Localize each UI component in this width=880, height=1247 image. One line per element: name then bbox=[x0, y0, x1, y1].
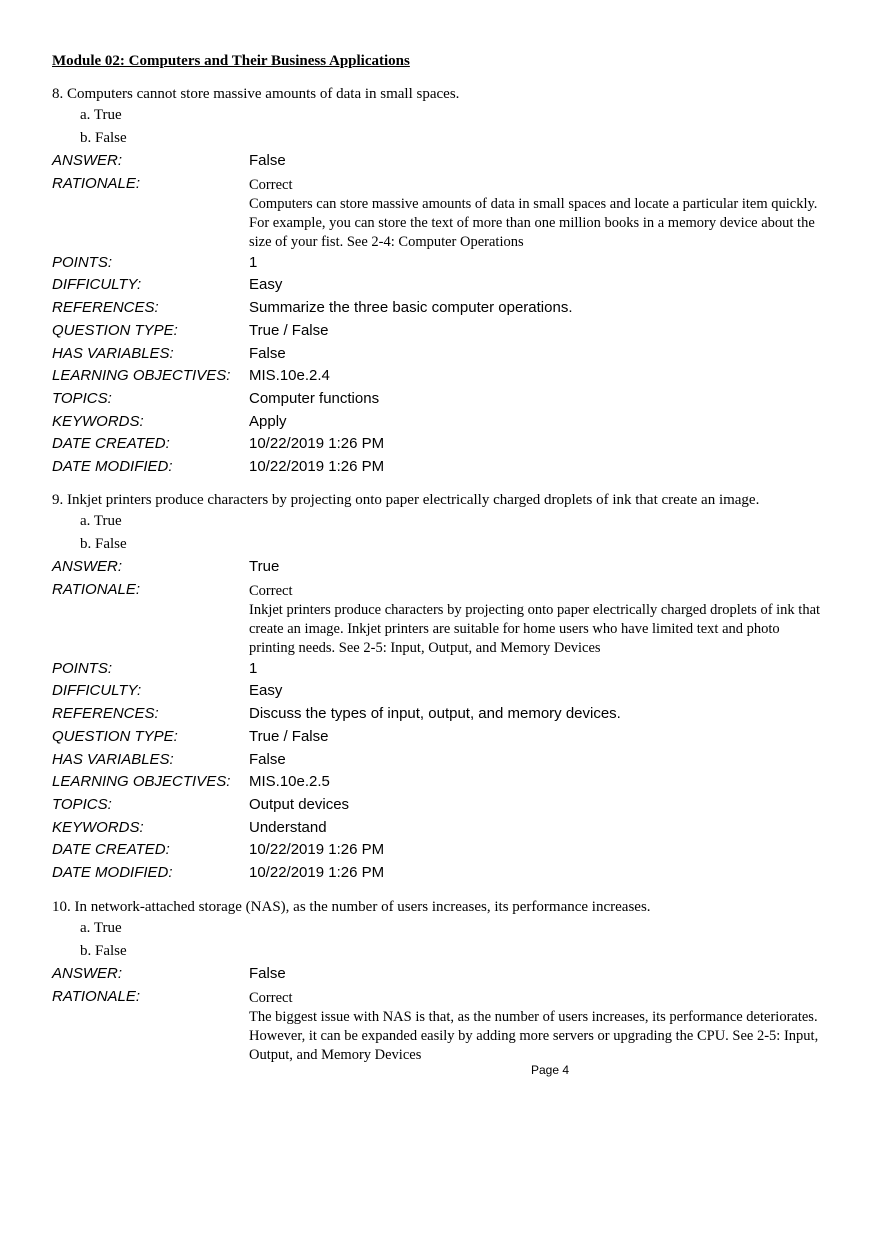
references-row bbox=[52, 703, 832, 726]
option-b: b. False bbox=[80, 943, 127, 959]
date-modified-value: 10/22/2019 1:26 PM bbox=[249, 458, 385, 476]
option-a: a. True bbox=[80, 107, 122, 123]
question-type-label: QUESTION TYPE: bbox=[52, 727, 178, 745]
points-row bbox=[52, 252, 832, 275]
difficulty-row bbox=[52, 680, 832, 703]
references-row bbox=[52, 297, 832, 320]
date-modified-row bbox=[52, 456, 832, 479]
rationale-body: Computers can store massive amounts of data in small spaces and locate a particular item quickly. For example, you can store the text of more than one million books in a memory device about the size of your fist. See 2-4: Computer Operations bbox=[249, 195, 818, 250]
option-a: a. True bbox=[80, 920, 122, 936]
answer-row bbox=[52, 556, 832, 579]
question-type-row bbox=[52, 320, 832, 343]
answer-value: False bbox=[249, 152, 286, 169]
answer-row bbox=[52, 150, 832, 173]
option-a: a. True bbox=[80, 513, 122, 529]
difficulty-value: Easy bbox=[249, 682, 283, 700]
learning-objectives-label: LEARNING OBJECTIVES: bbox=[52, 773, 231, 791]
points-value: 1 bbox=[249, 659, 258, 677]
answer-label: ANSWER: bbox=[52, 152, 123, 169]
date-created-label: DATE CREATED: bbox=[52, 435, 170, 453]
question-stem: 8. Computers cannot store massive amounts of data in small spaces. bbox=[52, 86, 460, 102]
has-variables-row bbox=[52, 749, 832, 772]
rationale-head: Correct bbox=[249, 582, 293, 599]
topics-value: Output devices bbox=[249, 795, 350, 813]
question-10 bbox=[52, 898, 832, 1065]
has-variables-value: False bbox=[249, 344, 286, 362]
references-label: REFERENCES: bbox=[52, 705, 159, 723]
rationale-row bbox=[52, 986, 832, 1065]
keywords-row bbox=[52, 817, 832, 840]
keywords-label: KEYWORDS: bbox=[52, 412, 144, 430]
answer-label: ANSWER: bbox=[52, 558, 123, 575]
option-b: b. False bbox=[80, 130, 127, 146]
difficulty-value: Easy bbox=[249, 276, 283, 294]
question-type-value: True / False bbox=[249, 321, 329, 339]
date-created-row bbox=[52, 433, 832, 456]
has-variables-label: HAS VARIABLES: bbox=[52, 750, 174, 768]
question-type-value: True / False bbox=[249, 727, 329, 745]
rationale-value bbox=[249, 173, 824, 252]
topics-label: TOPICS: bbox=[52, 795, 112, 813]
date-modified-label: DATE MODIFIED: bbox=[52, 458, 173, 476]
difficulty-row bbox=[52, 274, 832, 297]
date-created-value: 10/22/2019 1:26 PM bbox=[249, 841, 385, 859]
date-created-value: 10/22/2019 1:26 PM bbox=[249, 435, 385, 453]
references-value: Summarize the three basic computer operations. bbox=[249, 299, 573, 317]
learning-objectives-row bbox=[52, 365, 832, 388]
date-modified-label: DATE MODIFIED: bbox=[52, 864, 173, 882]
answer-value: True bbox=[249, 558, 280, 575]
rationale-value bbox=[249, 986, 824, 1065]
has-variables-row bbox=[52, 343, 832, 366]
option-b: b. False bbox=[80, 536, 127, 552]
points-value: 1 bbox=[249, 253, 258, 271]
page-number: Page 4 bbox=[530, 1063, 570, 1077]
question-type-row bbox=[52, 726, 832, 749]
rationale-row bbox=[52, 173, 832, 252]
points-label: POINTS: bbox=[52, 253, 113, 271]
topics-label: TOPICS: bbox=[52, 389, 112, 407]
difficulty-label: DIFFICULTY: bbox=[52, 682, 142, 700]
has-variables-value: False bbox=[249, 750, 286, 768]
answer-label: ANSWER: bbox=[52, 965, 123, 982]
question-stem: 9. Inkjet printers produce characters by projecting onto paper electrically charged droplets of ink that create an image. bbox=[52, 492, 760, 508]
keywords-row bbox=[52, 411, 832, 434]
question-8 bbox=[52, 85, 832, 479]
date-modified-value: 10/22/2019 1:26 PM bbox=[249, 864, 385, 882]
references-label: REFERENCES: bbox=[52, 299, 159, 317]
learning-objectives-row bbox=[52, 771, 832, 794]
rationale-value bbox=[249, 579, 824, 658]
difficulty-label: DIFFICULTY: bbox=[52, 276, 142, 294]
date-modified-row bbox=[52, 862, 832, 885]
rationale-label: RATIONALE: bbox=[52, 580, 141, 598]
points-label: POINTS: bbox=[52, 659, 113, 677]
rationale-label: RATIONALE: bbox=[52, 174, 141, 192]
question-stem: 10. In network-attached storage (NAS), as the number of users increases, its performance increases. bbox=[52, 899, 651, 915]
learning-objectives-value: MIS.10e.2.4 bbox=[249, 367, 330, 385]
has-variables-label: HAS VARIABLES: bbox=[52, 344, 174, 362]
date-created-row bbox=[52, 839, 832, 862]
answer-value: False bbox=[249, 965, 286, 982]
answer-row bbox=[52, 963, 832, 986]
rationale-head: Correct bbox=[249, 176, 293, 193]
learning-objectives-label: LEARNING OBJECTIVES: bbox=[52, 367, 231, 385]
points-row bbox=[52, 658, 832, 681]
question-type-label: QUESTION TYPE: bbox=[52, 321, 178, 339]
rationale-head: Correct bbox=[249, 989, 293, 1006]
references-value: Discuss the types of input, output, and memory devices. bbox=[249, 705, 621, 723]
keywords-label: KEYWORDS: bbox=[52, 818, 144, 836]
topics-row bbox=[52, 794, 832, 817]
keywords-value: Understand bbox=[249, 818, 327, 836]
module-title: Module 02: Computers and Their Business Applications bbox=[52, 53, 410, 69]
rationale-body: The biggest issue with NAS is that, as the number of users increases, its performance deteriorates. However, it can be expanded easily by adding more servers or upgrading the CPU. See 2-5: Input, Output, and Memory Devices bbox=[249, 1008, 819, 1063]
rationale-label: RATIONALE: bbox=[52, 987, 141, 1005]
topics-value: Computer functions bbox=[249, 389, 380, 407]
keywords-value: Apply bbox=[249, 412, 287, 430]
learning-objectives-value: MIS.10e.2.5 bbox=[249, 773, 330, 791]
rationale-body: Inkjet printers produce characters by projecting onto paper electrically charged droplets of ink that create an image. Inkjet printers are suitable for home users who have limited text and photo printing needs. See 2-5: Input, Output, and Memory Devices bbox=[249, 601, 821, 656]
rationale-row bbox=[52, 579, 832, 658]
question-9 bbox=[52, 491, 832, 885]
topics-row bbox=[52, 388, 832, 411]
date-created-label: DATE CREATED: bbox=[52, 841, 170, 859]
